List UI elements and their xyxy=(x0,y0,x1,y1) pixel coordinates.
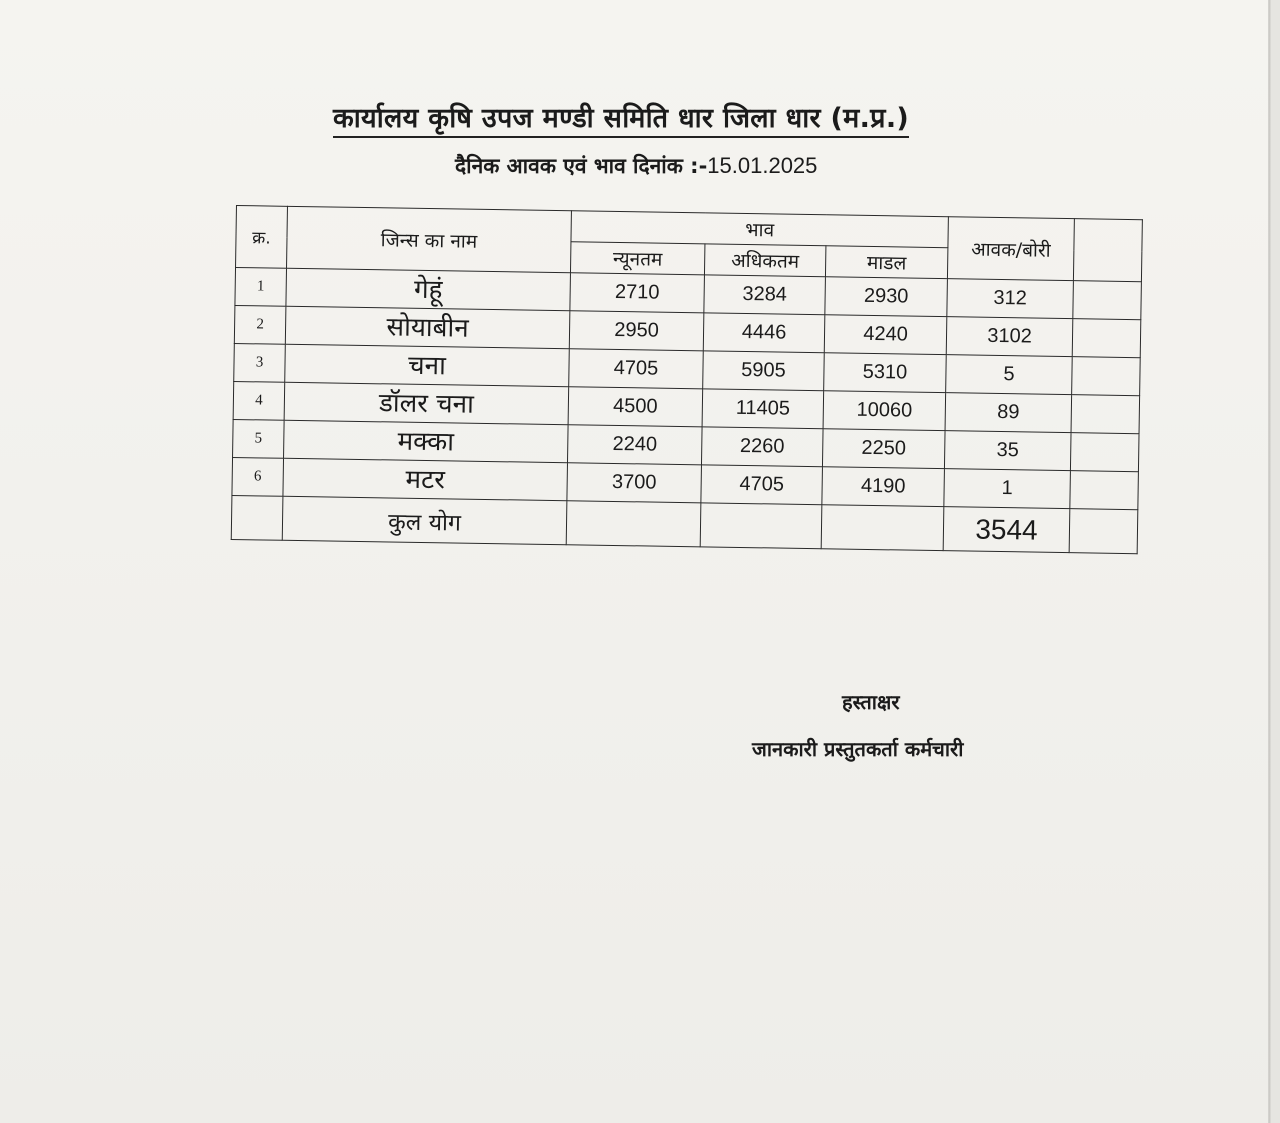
cell-commodity: चना xyxy=(285,344,570,386)
cell-commodity: डॉलर चना xyxy=(284,382,569,424)
cell-max: 4446 xyxy=(703,313,825,353)
cell-blank xyxy=(1071,395,1140,434)
signature-label: हस्ताक्षर xyxy=(842,690,900,714)
cell-commodity: गेहूं xyxy=(286,268,571,310)
cell-min: 2710 xyxy=(570,273,705,313)
cell-max: 3284 xyxy=(704,275,826,315)
header-arrival: आवक/बोरी xyxy=(947,217,1074,281)
header-sno: क्र. xyxy=(236,206,288,269)
cell-min: 4500 xyxy=(568,387,703,427)
cell-min: 4705 xyxy=(569,349,704,389)
page-edge-shadow xyxy=(1271,0,1280,1123)
cell-blank xyxy=(821,505,944,551)
cell-max: 5905 xyxy=(703,351,825,391)
cell-arrival: 1 xyxy=(944,469,1071,509)
cell-model: 5310 xyxy=(824,353,947,393)
cell-max: 2260 xyxy=(701,427,823,467)
report-subtitle xyxy=(455,152,817,180)
header-min: न्यूनतम xyxy=(570,242,704,275)
signature-designation: जानकारी प्रस्तुतकर्ता कर्मचारी xyxy=(752,737,964,761)
rates-table xyxy=(231,205,1143,554)
cell-max: 11405 xyxy=(702,389,824,429)
cell-commodity: मटर xyxy=(283,458,568,500)
cell-arrival: 89 xyxy=(945,393,1072,433)
header-commodity-name: जिन्स का नाम xyxy=(287,206,572,272)
cell-min: 3700 xyxy=(567,463,702,503)
cell-sno: 3 xyxy=(234,343,286,382)
total-label: कुल योग xyxy=(282,496,567,544)
cell-model: 2930 xyxy=(825,277,948,317)
cell-arrival: 3102 xyxy=(946,317,1073,357)
cell-sno: 4 xyxy=(233,381,285,420)
header-model: माडल xyxy=(825,246,948,279)
cell-blank xyxy=(1070,433,1139,472)
cell-commodity: मक्का xyxy=(284,420,569,462)
cell-commodity: सोयाबीन xyxy=(285,306,570,348)
header-blank xyxy=(1073,219,1142,282)
cell-model: 2250 xyxy=(822,429,945,469)
cell-blank xyxy=(1070,471,1139,510)
header-max: अधिकतम xyxy=(704,244,825,277)
cell-sno: 6 xyxy=(232,457,284,496)
cell-model: 4240 xyxy=(824,315,947,355)
cell-sno: 2 xyxy=(234,305,286,344)
office-title: कार्यालय कृषि उपज मण्डी समिति धार जिला धार (म.प्र.) xyxy=(333,98,909,138)
cell-blank xyxy=(1073,281,1142,320)
cell-blank xyxy=(1069,509,1138,554)
cell-min: 2950 xyxy=(569,311,704,351)
total-arrival: 3544 xyxy=(943,507,1070,553)
cell-arrival: 35 xyxy=(944,431,1071,471)
cell-model: 4190 xyxy=(822,467,945,507)
cell-blank xyxy=(566,501,701,547)
cell-arrival: 312 xyxy=(947,279,1074,319)
cell-model: 10060 xyxy=(823,391,946,431)
subtitle-label: दैनिक आवक एवं भाव दिनांक :- xyxy=(455,154,708,178)
cell-blank xyxy=(1072,357,1141,396)
cell-blank xyxy=(700,503,822,549)
report-date: 15.01.2025 xyxy=(707,153,818,178)
cell-max: 4705 xyxy=(701,465,823,505)
cell-blank xyxy=(1072,319,1141,358)
rates-table-container xyxy=(231,205,1142,554)
cell-sno-blank xyxy=(231,495,283,540)
cell-arrival: 5 xyxy=(946,355,1073,395)
cell-sno: 1 xyxy=(235,268,287,307)
header-price-group: भाव xyxy=(571,211,948,248)
cell-min: 2240 xyxy=(567,425,702,465)
cell-sno: 5 xyxy=(233,419,285,458)
